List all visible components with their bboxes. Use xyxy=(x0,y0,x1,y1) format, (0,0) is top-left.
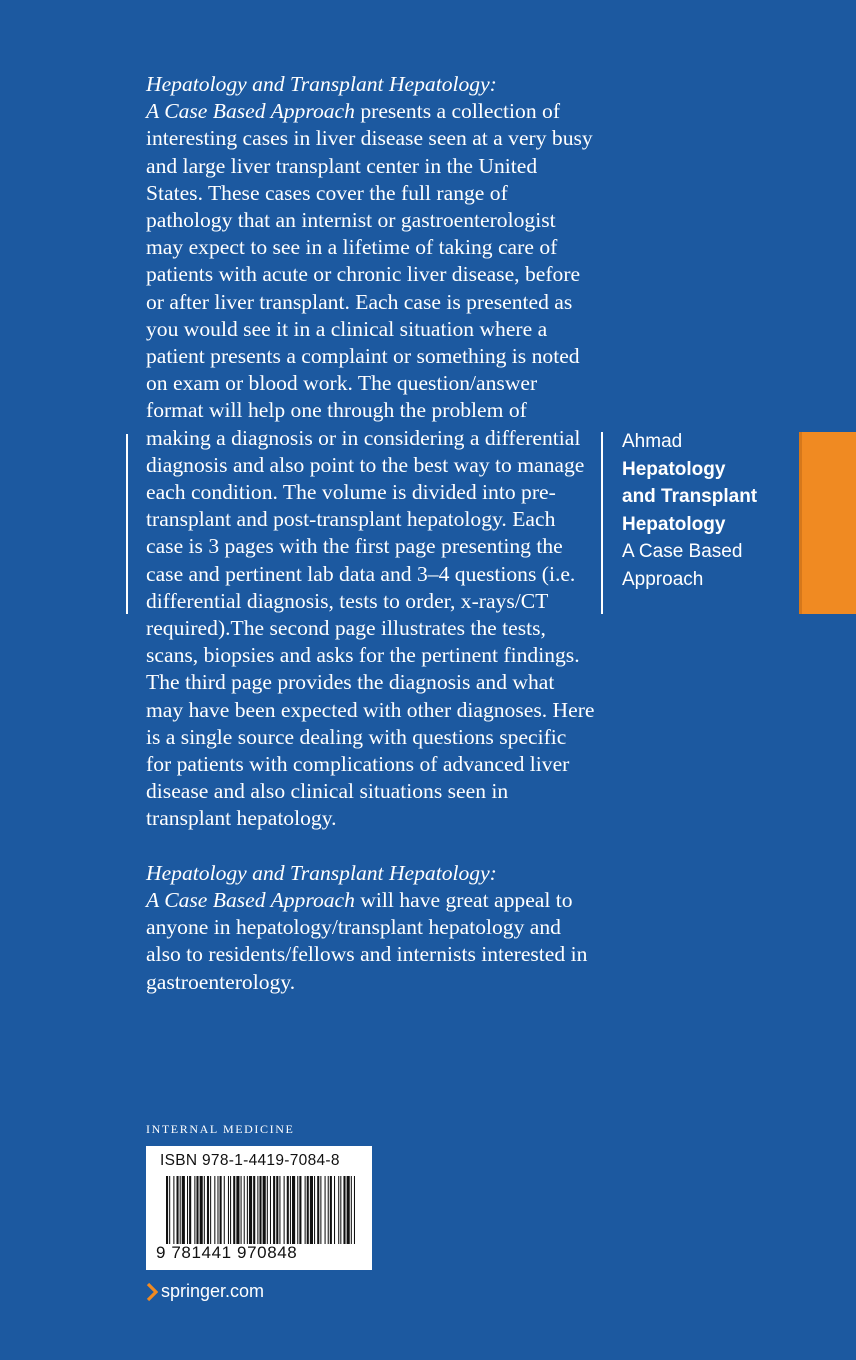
barcode-bar xyxy=(297,1176,298,1244)
barcode-bar xyxy=(347,1176,350,1244)
author-name: Ahmad xyxy=(622,431,683,452)
barcode-bar xyxy=(244,1176,245,1244)
book-title-line: Hepatology xyxy=(622,513,726,535)
barcode-bar xyxy=(276,1176,278,1244)
barcode-bar xyxy=(320,1176,321,1244)
barcode-bar xyxy=(340,1176,341,1244)
barcode-bar xyxy=(236,1176,239,1244)
book-title-italic: Hepatology and Transplant Hepatology: A Case Based Approach xyxy=(146,860,497,912)
book-title-italic: Hepatology and Transplant Hepatology: A Case Based Approach xyxy=(146,72,497,124)
barcode-bar xyxy=(338,1176,339,1244)
orange-accent-tab xyxy=(799,432,856,614)
barcode-bar xyxy=(187,1176,188,1244)
barcode-bar xyxy=(263,1176,266,1244)
description-text: will have great appeal to anyone in hepatology/transplant hepatology and also to residents/fellows and internists interested in gastroenterology. xyxy=(146,887,588,994)
category-label: INTERNAL MEDICINE xyxy=(146,1122,295,1136)
barcode-bar xyxy=(230,1176,231,1244)
barcode-bar xyxy=(204,1176,205,1244)
description-blurb xyxy=(146,71,596,996)
barcode-bar xyxy=(224,1176,225,1244)
barcode-bar xyxy=(200,1176,203,1244)
description-paragraph-1 xyxy=(146,71,596,833)
barcode-bar xyxy=(270,1176,271,1244)
barcode-bar xyxy=(207,1176,209,1244)
barcode-bar xyxy=(310,1176,313,1244)
barcode-bar xyxy=(284,1176,285,1244)
barcode-bar xyxy=(189,1176,191,1244)
book-subtitle-line: Approach xyxy=(622,568,704,590)
description-text: presents a collection of interesting cases in liver disease seen at a very busy and large liver transplant center in the United States. These cases cover the full range of pathology that an internist or gastroenterologist may expect to see in a lifetime of taking care of patients with acute or chronic liver disease, before or after liver transplant. Each case is presented as you would see it in a clinical situation where a patient presents a complaint or something is noted on exam or blood work. The question/answer format will help one through the problem of making a diagnosis or in considering a differential diagnosis and also point to the best way to manage each condition. The volume is divided into pre-transplant and post-transplant hepatology. Each case is 3 pages with the first page presenting the case and pertinent lab data and 3–4 questions (i.e. differential diagnosis, tests to order, x-rays/CT required).The second page illustrates the tests, scans, biopsies and asks for the pertinent findings. The third page provides the diagnosis and what may have been expected with other diagnoses. Here is a single source dealing with questions specific for patients with complications of advanced liver disease and also clinical situations seen in transplant hepatology. xyxy=(146,99,595,831)
barcode-box xyxy=(146,1146,372,1270)
barcode-bar xyxy=(292,1176,295,1244)
isbn-label: ISBN 978-1-4419-7084-8 xyxy=(160,1152,340,1169)
barcode-bar xyxy=(287,1176,289,1244)
book-title-line: Hepatology xyxy=(622,458,726,480)
barcode-bar xyxy=(220,1176,222,1244)
book-subtitle-line: A Case Based xyxy=(622,541,743,562)
barcode-bar xyxy=(314,1176,315,1244)
barcode-bar xyxy=(196,1176,198,1244)
book-title-line: and Transplant xyxy=(622,486,758,507)
barcode-bar xyxy=(253,1176,255,1244)
barcode-bars xyxy=(166,1176,356,1244)
description-paragraph-2 xyxy=(146,860,596,996)
barcode-bar xyxy=(169,1176,170,1244)
barcode-bar xyxy=(343,1176,345,1244)
barcode-bar xyxy=(351,1176,352,1244)
barcode-bar xyxy=(259,1176,261,1244)
title-divider xyxy=(601,432,603,614)
side-title-block xyxy=(622,428,792,593)
barcode-bar xyxy=(166,1176,168,1244)
barcode-bar xyxy=(249,1176,252,1244)
barcode-bar xyxy=(307,1176,309,1244)
barcode-bar xyxy=(228,1176,229,1244)
barcode-bar xyxy=(267,1176,268,1244)
barcode-bar xyxy=(330,1176,332,1244)
barcode-bar xyxy=(210,1176,211,1244)
barcode-bar xyxy=(290,1176,291,1244)
barcode-bar xyxy=(299,1176,301,1244)
barcode-bar xyxy=(180,1176,181,1244)
barcode-bar xyxy=(273,1176,275,1244)
barcode-digits: 9 781441 970848 xyxy=(156,1243,298,1262)
barcode-bar xyxy=(334,1176,335,1244)
barcode-bar xyxy=(214,1176,215,1244)
barcode-bar xyxy=(305,1176,306,1244)
barcode-bar xyxy=(241,1176,242,1244)
barcode-bar xyxy=(328,1176,329,1244)
publisher-url: springer.com xyxy=(161,1281,265,1301)
barcode-bar xyxy=(233,1176,235,1244)
chevron-right-icon xyxy=(146,1282,158,1302)
publisher-link[interactable] xyxy=(146,1281,264,1302)
barcode-bar xyxy=(325,1176,326,1244)
barcode-bar xyxy=(217,1176,218,1244)
barcode-bar xyxy=(194,1176,195,1244)
barcode-bar xyxy=(354,1176,355,1244)
barcode-bar xyxy=(279,1176,280,1244)
barcode-bar xyxy=(257,1176,258,1244)
left-divider xyxy=(126,434,128,614)
barcode-bar xyxy=(317,1176,319,1244)
barcode-bar xyxy=(173,1176,174,1244)
barcode-bar xyxy=(247,1176,248,1244)
barcode-bar xyxy=(177,1176,179,1244)
barcode-bar xyxy=(182,1176,185,1244)
